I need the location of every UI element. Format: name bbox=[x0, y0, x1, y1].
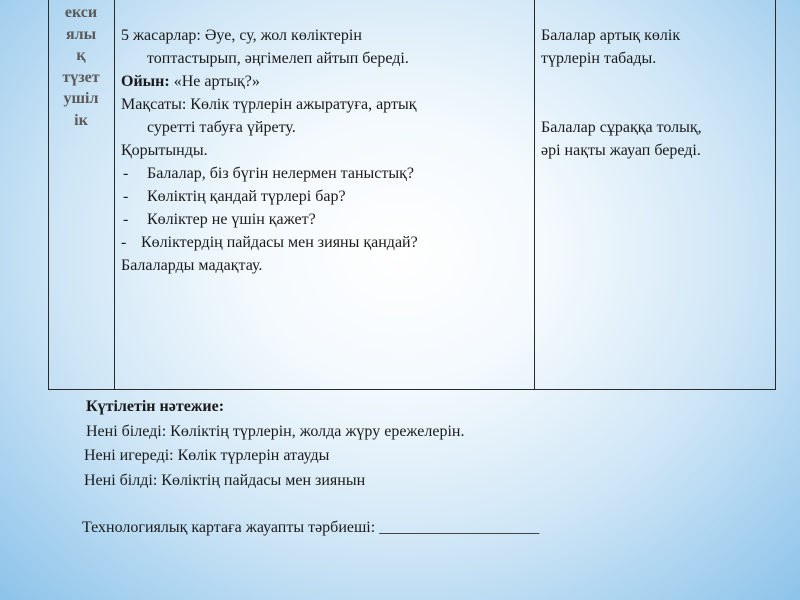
outcome-line: Балалар сұраққа толық, bbox=[541, 119, 702, 136]
dash-bullet: - bbox=[123, 188, 129, 205]
left-heading-line: ік bbox=[74, 111, 88, 129]
left-column-heading bbox=[51, 2, 111, 131]
game-label: Ойын: bbox=[121, 73, 170, 90]
activity-column bbox=[115, 0, 535, 389]
outcome-content bbox=[541, 24, 769, 162]
expected-results bbox=[84, 395, 464, 493]
question-item bbox=[121, 231, 528, 254]
question-item bbox=[121, 185, 528, 208]
conclusion-heading: Қорытынды. bbox=[121, 142, 208, 159]
left-heading-line: ялы bbox=[65, 25, 97, 43]
question-item bbox=[121, 162, 528, 185]
dash-bullet: - bbox=[123, 165, 129, 182]
left-heading-line: ушіл bbox=[63, 90, 99, 107]
expected-learned: Нені білді: Көліктің пайдасы мен зиянын bbox=[84, 471, 366, 489]
game-title: «Не артық?» bbox=[169, 73, 260, 90]
outcome-column bbox=[535, 0, 775, 389]
responsible-teacher-line: Технологиялық картаға жауапты тәрбиеші: ____________________ bbox=[82, 519, 540, 536]
praise-line: Балаларды мадақтау. bbox=[121, 257, 263, 274]
question-text: Балалар, біз бүгін нелермен таныстық? bbox=[147, 165, 414, 182]
dash-bullet: - bbox=[123, 211, 129, 228]
left-heading-line: екси bbox=[64, 4, 98, 21]
expected-masters: Нені игереді: Көлік түрлерін атауды bbox=[84, 447, 330, 464]
outcome-line: әрі нақты жауап береді. bbox=[541, 142, 701, 159]
expected-knows: Нені біледі: Көліктің түрлерін, жолда жүру ережелерін. bbox=[86, 422, 465, 440]
activity-line: 5 жасарлар: Әуе, су, жол көліктерін bbox=[121, 27, 362, 44]
lesson-table bbox=[48, 0, 776, 390]
goal-line: суретті табуға үйрету. bbox=[147, 119, 296, 136]
outcome-spacer bbox=[541, 70, 769, 116]
question-text: Көліктердің пайдасы мен зияны қандай? bbox=[141, 234, 418, 251]
outcome-line: Балалар артық көлік bbox=[541, 27, 681, 44]
left-heading-line: қ bbox=[76, 47, 86, 64]
left-column bbox=[49, 0, 115, 389]
activity-line: топтастырып, әңгімелеп айтып береді. bbox=[147, 50, 409, 67]
activity-content bbox=[121, 24, 528, 277]
outcome-line: түрлерін табады. bbox=[541, 50, 657, 67]
goal-line: Мақсаты: Көлік түрлерін ажыратуға, артық bbox=[121, 96, 417, 113]
question-item bbox=[121, 208, 528, 231]
game-line bbox=[121, 70, 528, 93]
question-text: Көліктің қандай түрлері бар? bbox=[147, 188, 346, 205]
question-text: Көліктер не үшін қажет? bbox=[147, 211, 316, 228]
expected-results-title: Күтілетін нәтежие: bbox=[86, 398, 225, 415]
left-heading-line: түзет bbox=[62, 68, 100, 86]
dash-bullet: - bbox=[121, 234, 127, 251]
